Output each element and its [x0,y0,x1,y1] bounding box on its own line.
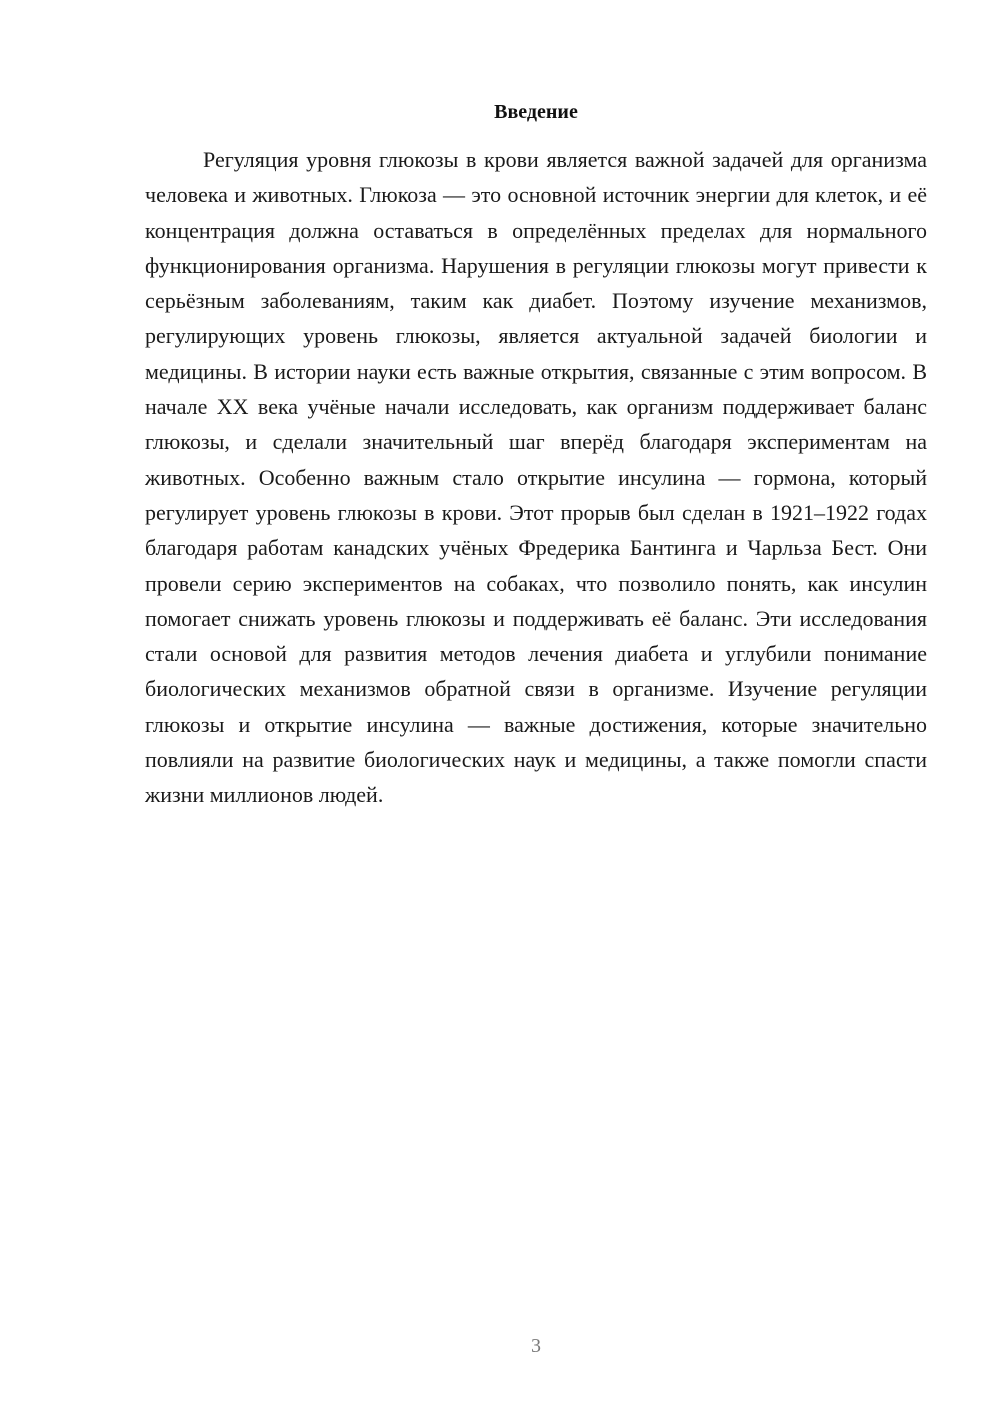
section-heading: Введение [494,101,578,123]
page-number: 3 [531,1335,541,1357]
body-paragraph: Регуляция уровня глюкозы в крови является важной задачей для организма человека и животных. Глюкоза — это основной источник энергии для клеток, и её концентрация должна оставаться в определённых пределах для нормального функционирования организма. Нарушения в регуляции глюкозы могут привести к серьёзным заболеваниям, таким как диабет. Поэтому изучение механизмов, регулирующих уровень глюкозы, является актуальной задачей биологии и медицины. В истории науки есть важные открытия, связанные с этим вопросом. В начале XX века учёные начали исследовать, как организм поддерживает баланс глюкозы, и сделали значительный шаг вперёд благодаря экспериментам на животных. Особенно важным стало открытие инсулина — гормона, который регулирует уровень глюкозы в крови. Этот прорыв был сделан в 1921–1922 годах благодаря работам канадских учёных Фредерика Бантинга и Чарльза Бест. Они провели серию экспериментов на собаках, что позволило понять, как инсулин помогает снижать уровень глюкозы и поддерживать её баланс. Эти исследования стали основой для развития методов лечения диабета и углубили понимание биологических механизмов обратной связи в организме. Изучение регуляции глюкозы и открытие инсулина — важные достижения, которые значительно повлияли на развитие биологических наук и медицины, а также помогли спасти жизни миллионов людей. [145,147,927,808]
